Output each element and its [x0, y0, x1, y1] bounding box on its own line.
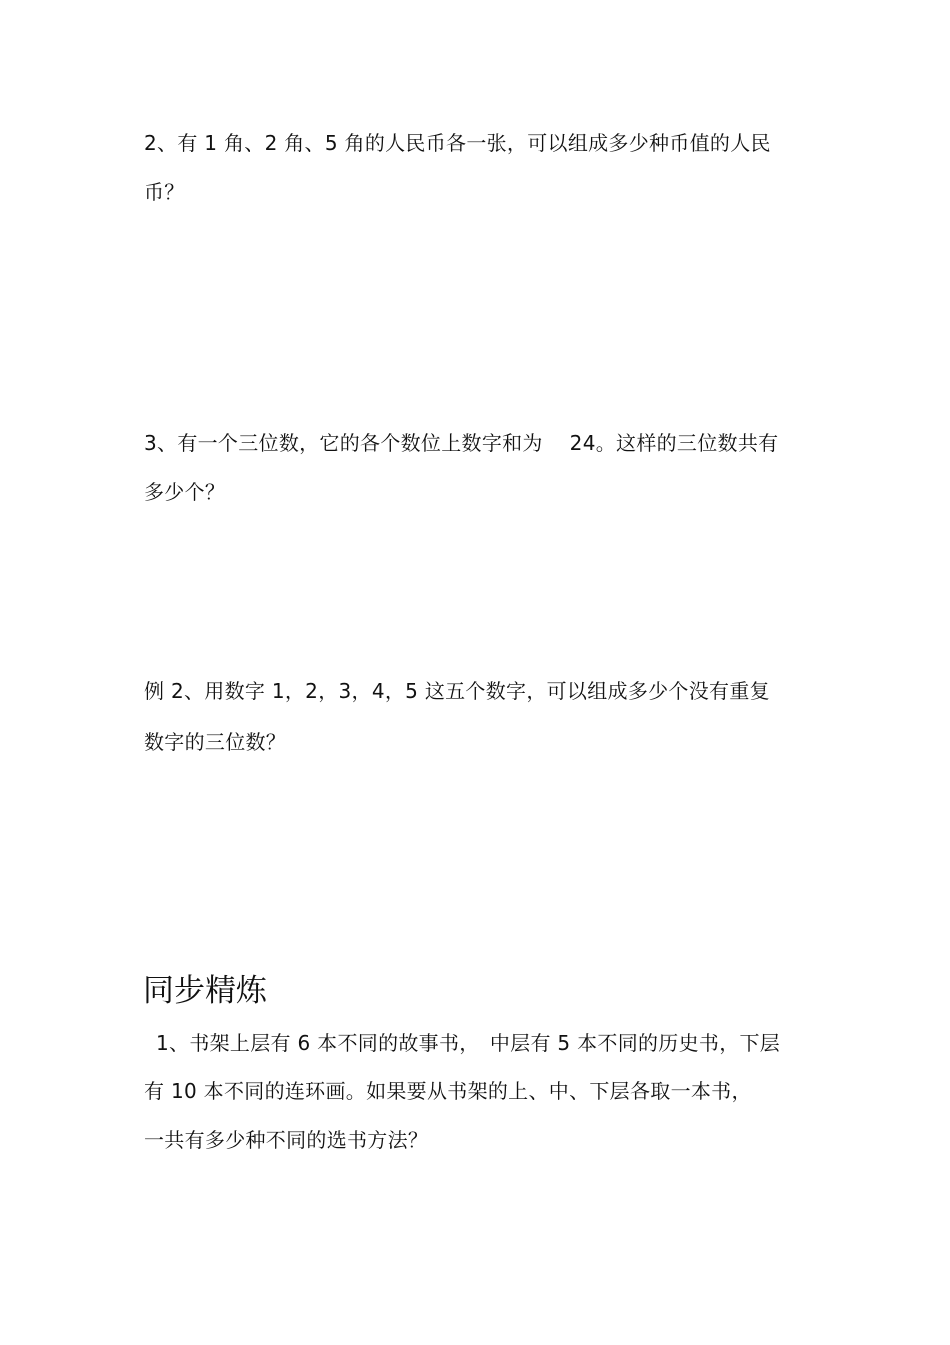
practice-heading: 同步精炼	[143, 973, 267, 1009]
example-2-line-2: 数字的三位数？	[144, 730, 287, 754]
question-2-line-2: 币？	[144, 180, 185, 204]
practice-question-1-line-2: 有 10 本不同的连环画。如果要从书架的上、中、下层各取一本书，	[144, 1079, 752, 1103]
question-3-line-2: 多少个？	[144, 480, 226, 504]
example-2-line-1: 例 2、用数字 1，2，3，4，5 这五个数字，可以组成多少个没有重复	[144, 679, 770, 703]
question-2-line-1: 2、有 1 角、2 角、5 角的人民币各一张，可以组成多少种币值的人民	[144, 131, 771, 155]
practice-question-1-line-1: 1、书架上层有 6 本不同的故事书， 中层有 5 本不同的历史书，下层	[156, 1031, 781, 1055]
question-3-line-1: 3、有一个三位数，它的各个数位上数字和为 24。这样的三位数共有	[144, 431, 779, 455]
practice-question-1-line-3: 一共有多少种不同的选书方法？	[144, 1128, 429, 1152]
